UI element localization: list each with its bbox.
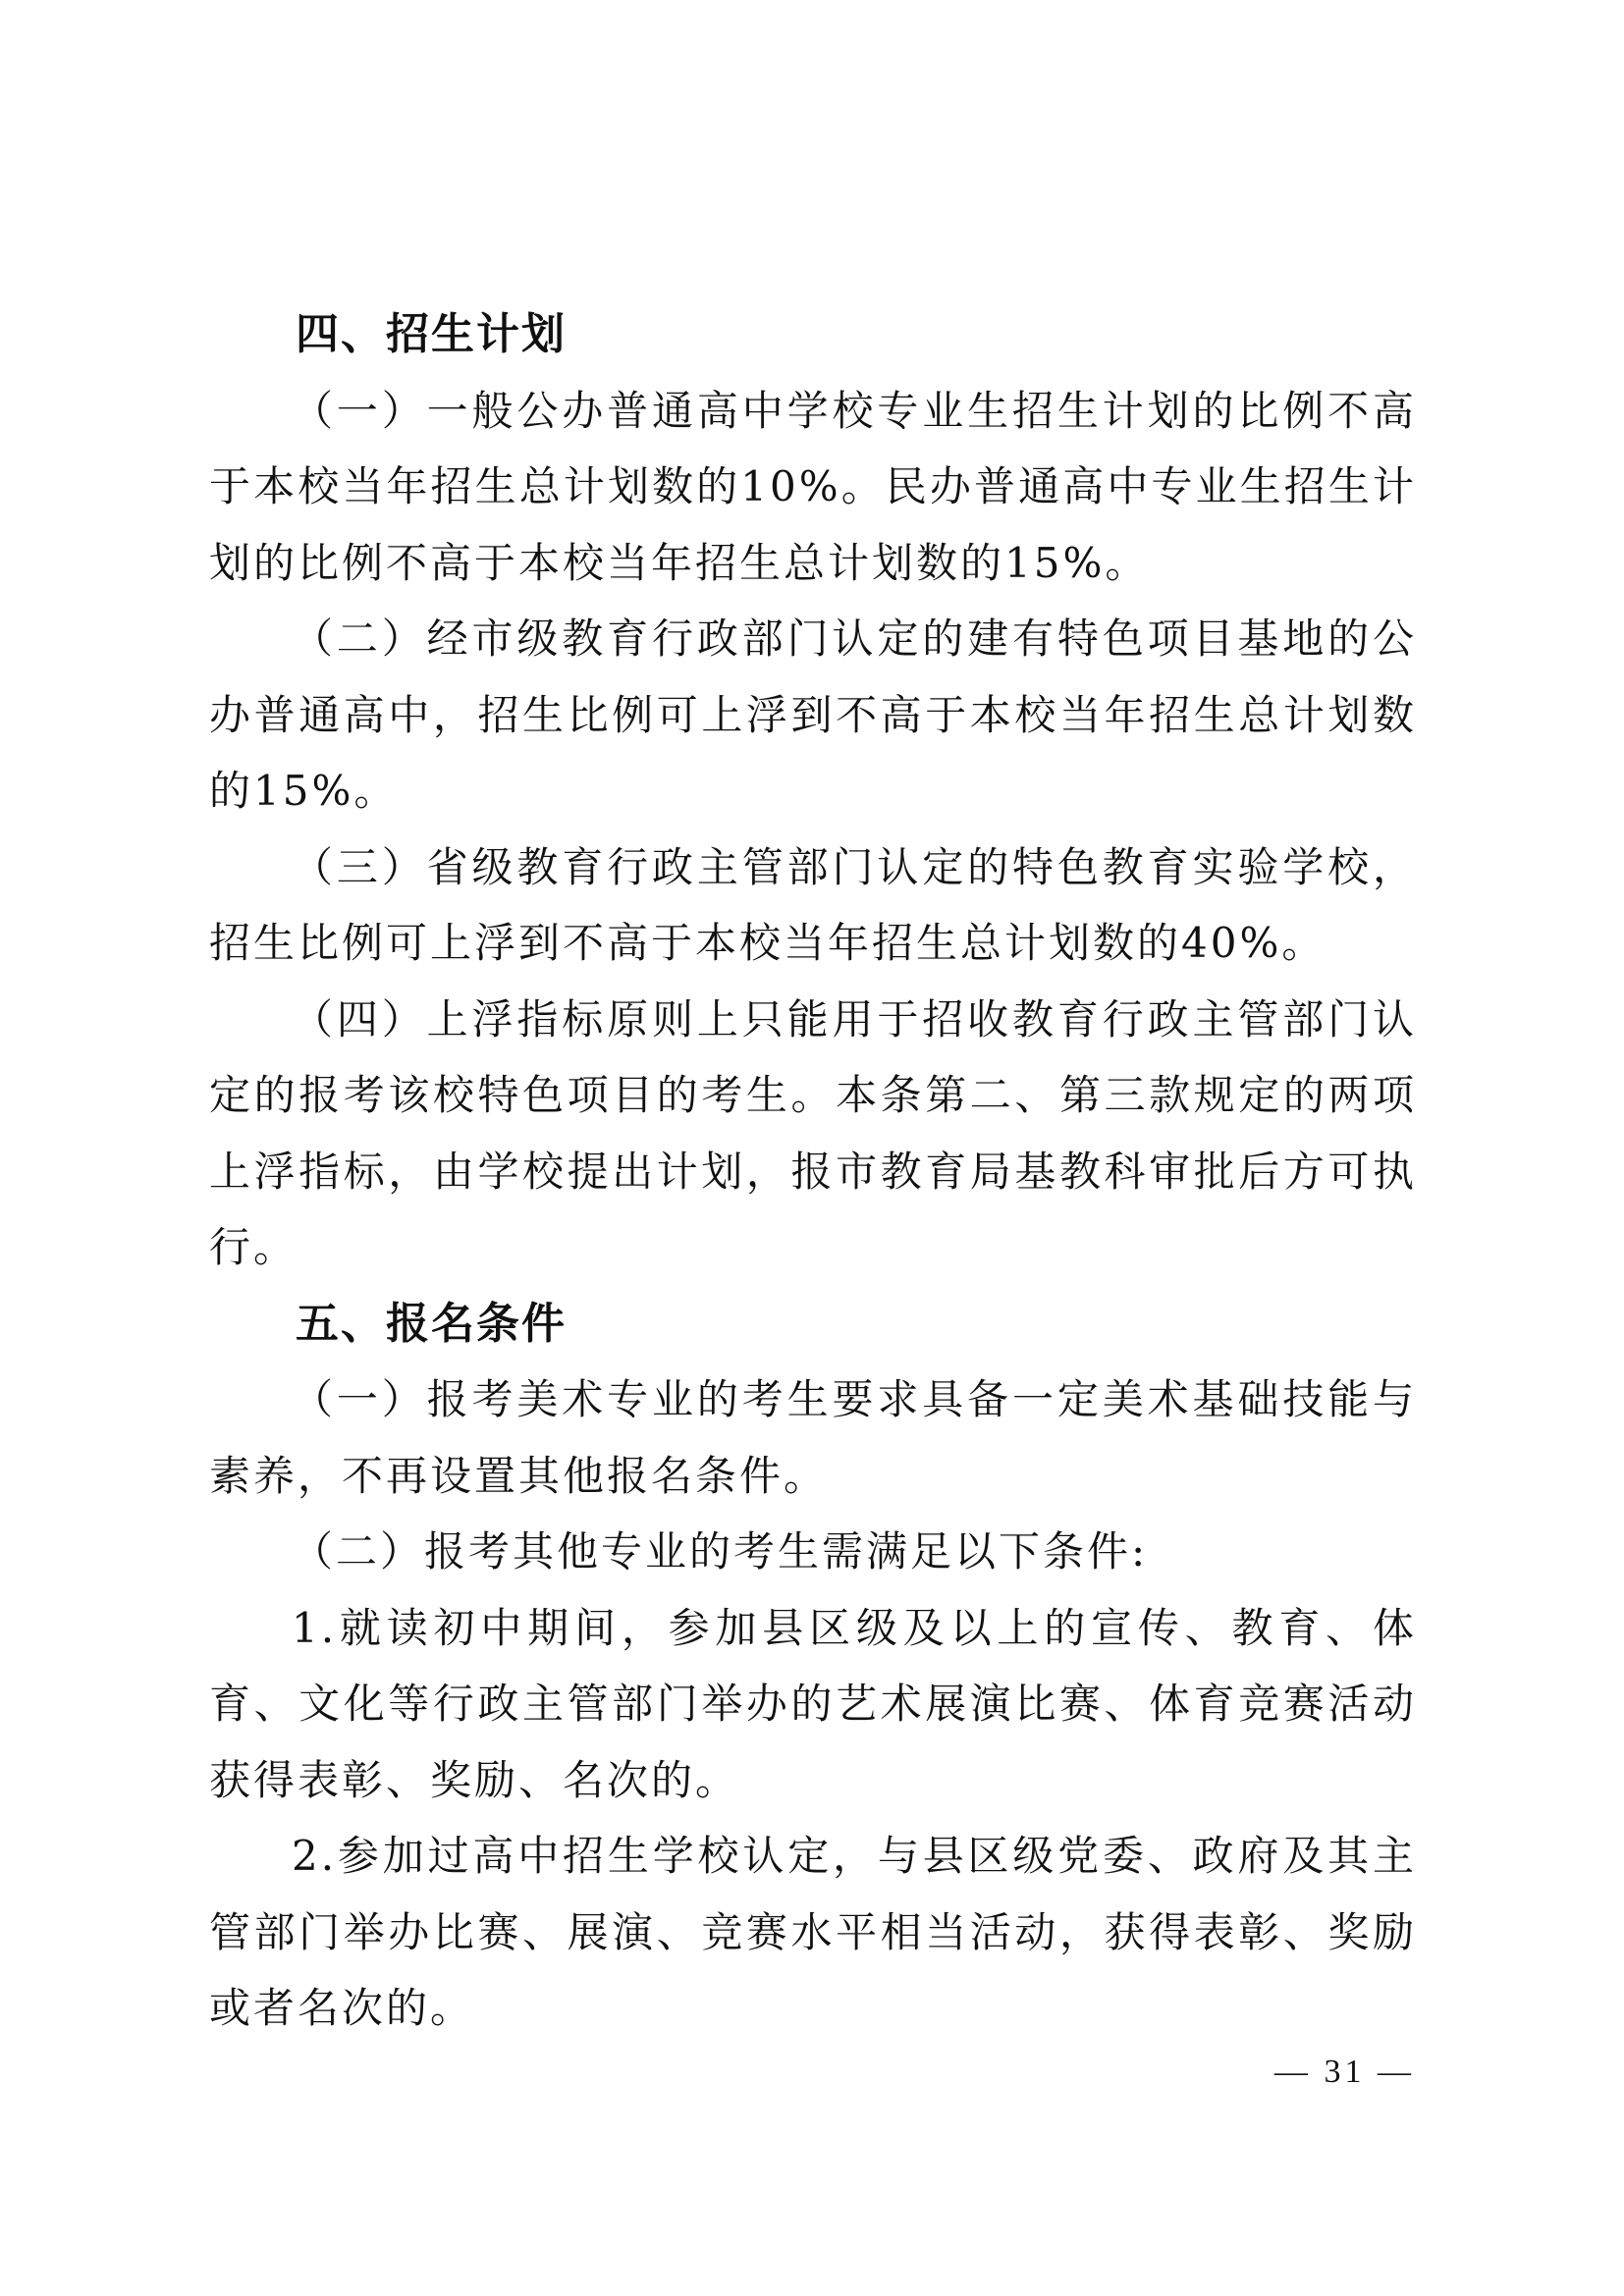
paragraph: 1.就读初中期间，参加县区级及以上的宣传、教育、体育、文化等行政主管部门举办的艺术展演比赛、体育竞赛活动获得表彰、奖励、名次的。	[209, 1603, 1417, 1804]
paragraph: 2.参加过高中招生学校认定，与县区级党委、政府及其主管部门举办比赛、展演、竞赛水平相当活动，获得表彰、奖励或者名次的。	[209, 1832, 1417, 2032]
paragraph: （四）上浮指标原则上只能用于招收教育行政主管部门认定的报考该校特色项目的考生。本条第二、第三款规定的两项上浮指标，由学校提出计划，报市教育局基教科审批后方可执行。	[209, 994, 1417, 1271]
paragraph: （一）报考美术专业的考生要求具备一定美术基础技能与素养，不再设置其他报名条件。	[209, 1375, 1417, 1500]
paragraph: （三）省级教育行政主管部门认定的特色教育实验学校，招生比例可上浮到不高于本校当年招生总计划数的40%。	[209, 842, 1417, 967]
paragraph: （一）一般公办普通高中学校专业生招生计划的比例不高于本校当年招生总计划数的10%。民办普通高中专业生招生计划的比例不高于本校当年招生总计划数的15%。	[209, 386, 1417, 587]
section-heading-registration-conditions: 五、报名条件	[296, 1298, 567, 1349]
paragraph: （二）经市级教育行政部门认定的建有特色项目基地的公办普通高中，招生比例可上浮到不高于本校当年招生总计划数的15%。	[209, 614, 1417, 815]
document-body	[209, 296, 1417, 2047]
page-number: — 31 —	[1274, 2054, 1415, 2090]
section-heading-enrollment-plan: 四、招生计划	[296, 309, 567, 359]
paragraph: （二）报考其他专业的考生需满足以下条件:	[292, 1527, 1149, 1575]
